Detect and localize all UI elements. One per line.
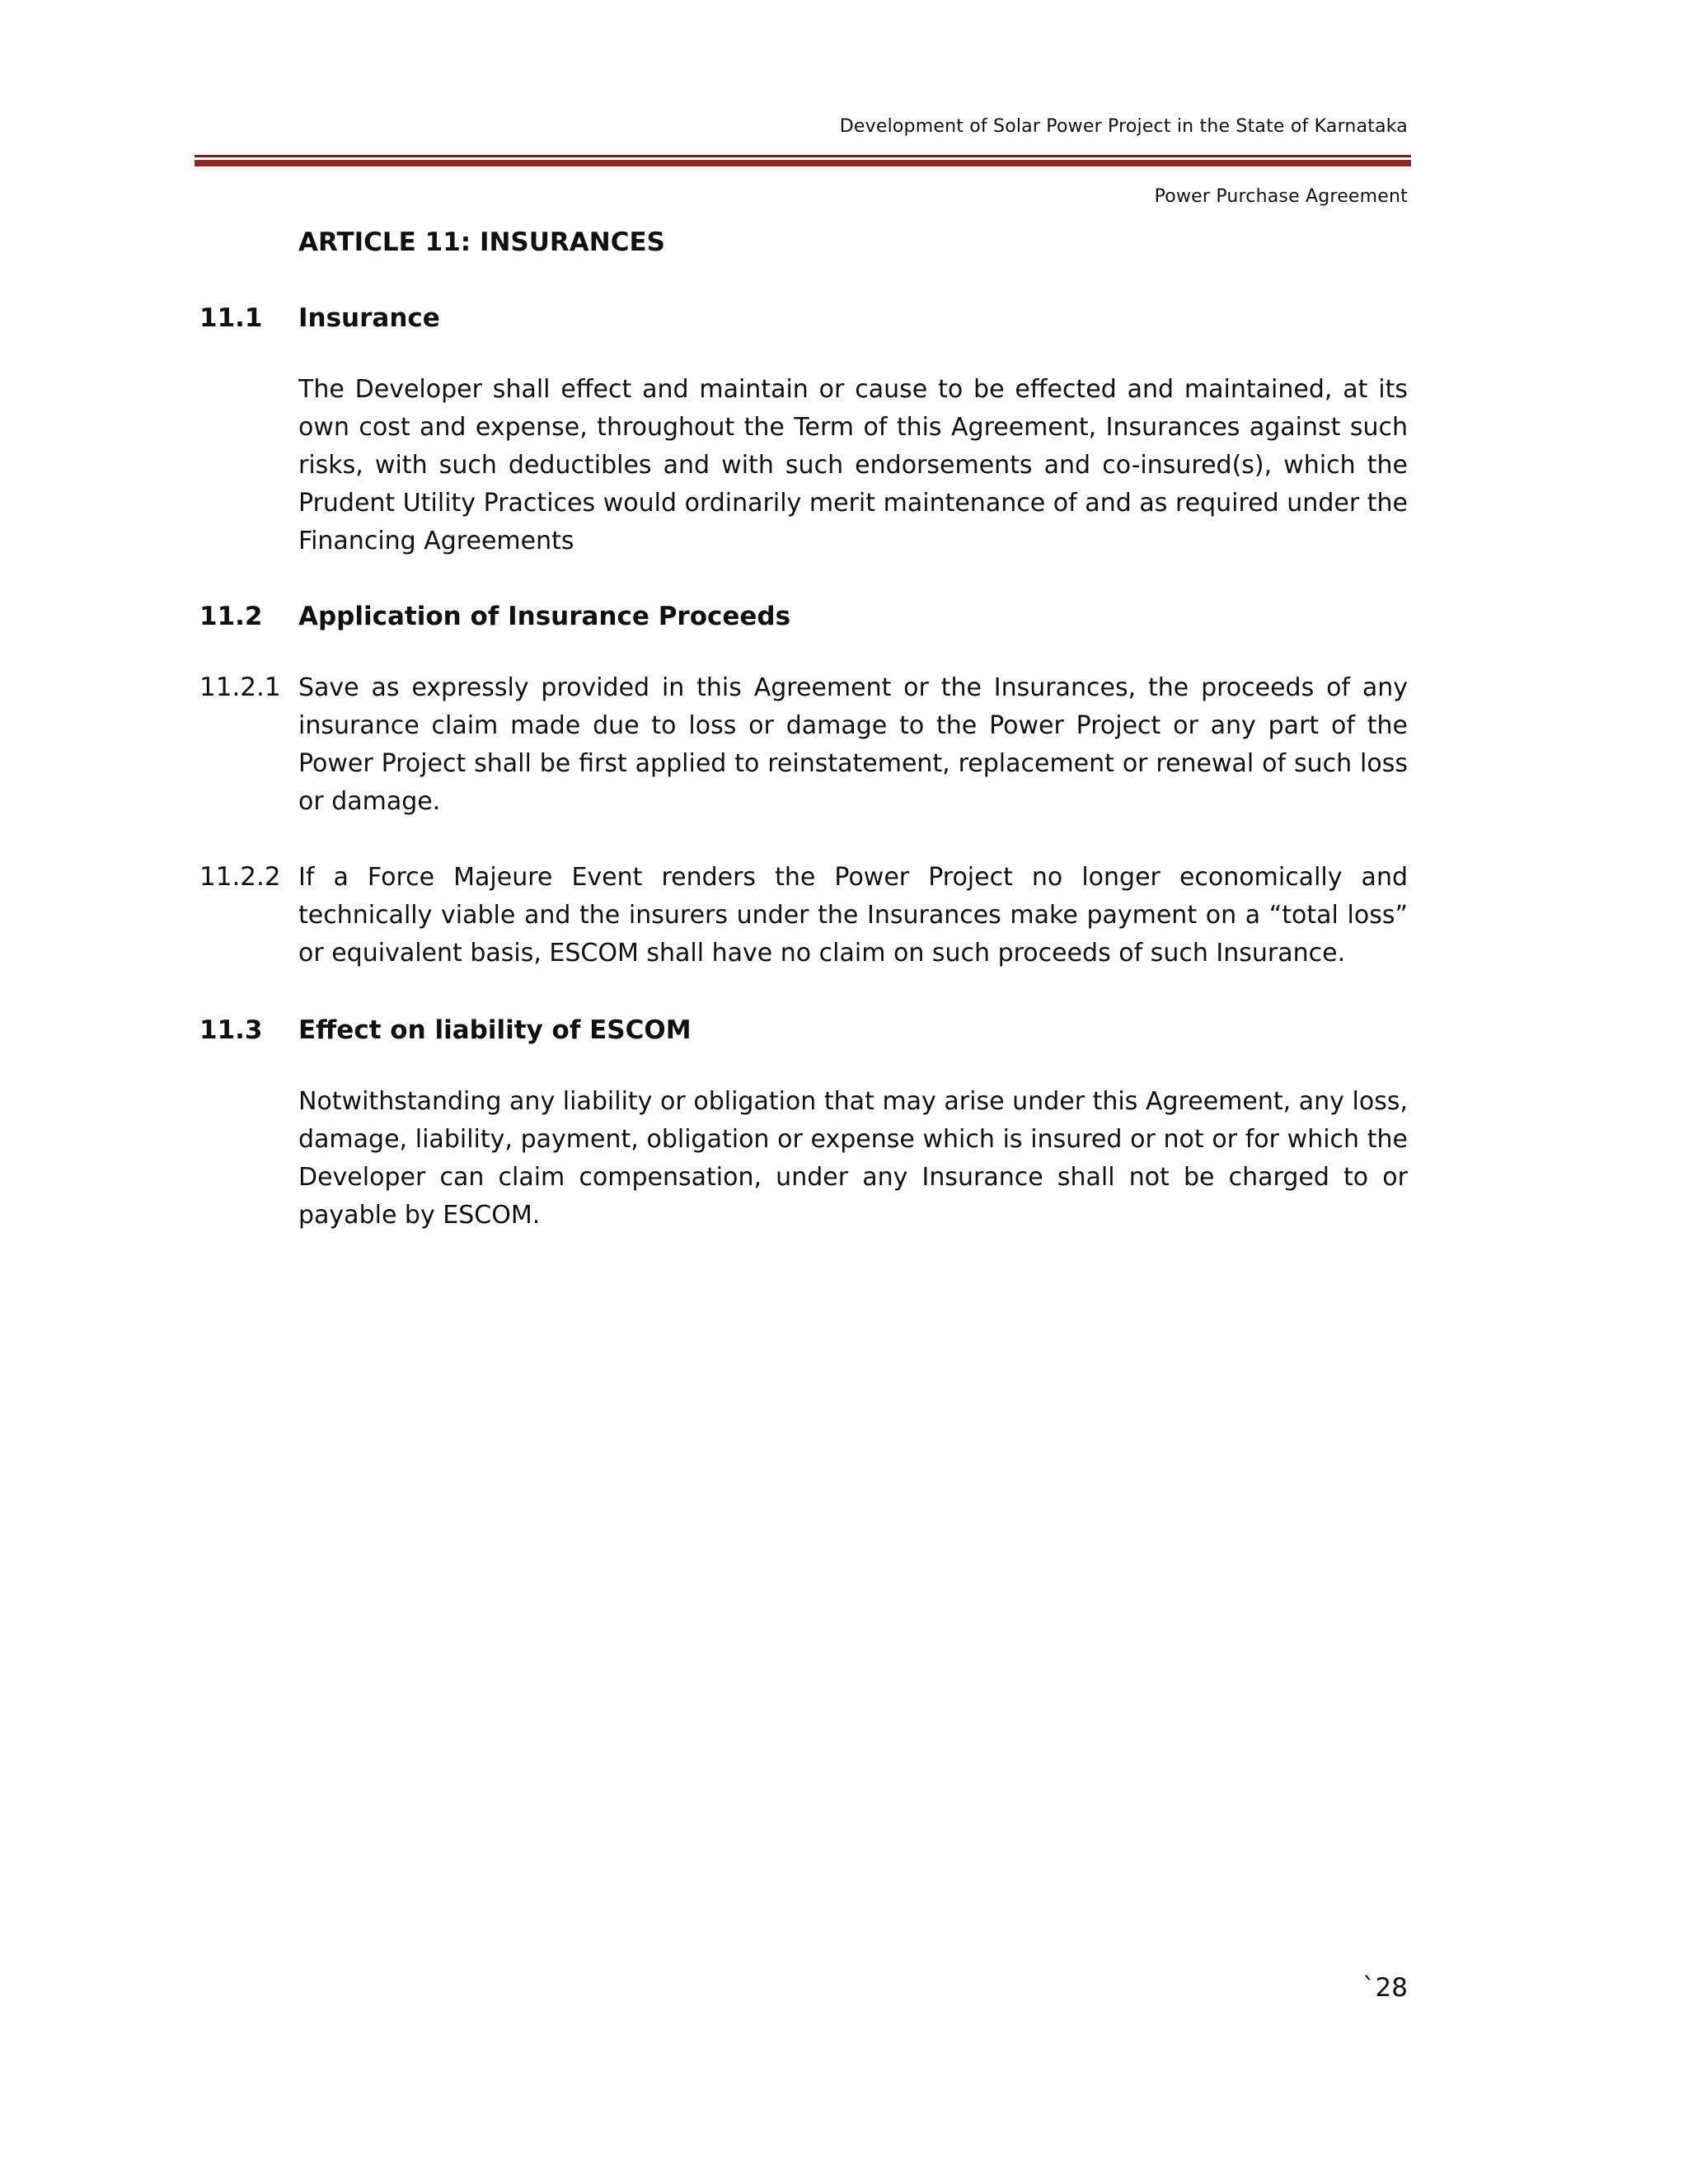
header-divider-thin <box>195 155 1411 157</box>
header-divider <box>195 155 1411 168</box>
section-number-11-3: 11.3 <box>199 1015 263 1045</box>
page-number: `28 <box>1362 1973 1408 2003</box>
subsection-number-11-2-1: 11.2.1 <box>199 673 281 702</box>
article-title: ARTICLE 11: INSURANCES <box>298 227 665 257</box>
section-title-application-of-insurance-proceeds: Application of Insurance Proceeds <box>298 602 791 631</box>
header-title: Development of Solar Power Project in the State of Karnataka <box>839 116 1408 137</box>
section-number-11-1: 11.1 <box>199 303 263 333</box>
subsection-text-11-2-2: If a Force Majeure Event renders the Power Project no longer economically and technically viable and the insurers under the Insurances make payment on a “total loss” or equivalent basis, ESCOM shall have no claim on such proceeds of such Insurance. <box>298 863 1408 968</box>
section-title-insurance: Insurance <box>298 303 440 333</box>
section-number-11-2: 11.2 <box>199 602 263 631</box>
section-title-effect-on-liability: Effect on liability of ESCOM <box>298 1015 692 1045</box>
section-text-11-3: Notwithstanding any liability or obligation that may arise under this Agreement, any loss, damage, liability, payment, obligation or expense which is insured or not or for which the Developer can claim compensation, under any Insurance shall not be charged to or payable by ESCOM. <box>298 1087 1408 1230</box>
subsection-text-11-2-1: Save as expressly provided in this Agreement or the Insurances, the proceeds of any insurance claim made due to loss or damage to the Power Project or any part of the Power Project shall be first applied to reinstatement, replacement or renewal of such loss or damage. <box>298 673 1408 816</box>
section-text-11-1: The Developer shall effect and maintain or cause to be effected and maintained, at its own cost and expense, throughout the Term of this Agreement, Insurances against such risks, with such deductibles and with such endorsements and co-insured(s), which the Prudent Utility Practices would ordinarily merit maintenance of and as required under the Financing Agreements <box>298 375 1408 555</box>
header-subtitle: Power Purchase Agreement <box>1154 186 1408 207</box>
subsection-number-11-2-2: 11.2.2 <box>199 862 281 892</box>
header-divider-thick <box>195 160 1411 166</box>
